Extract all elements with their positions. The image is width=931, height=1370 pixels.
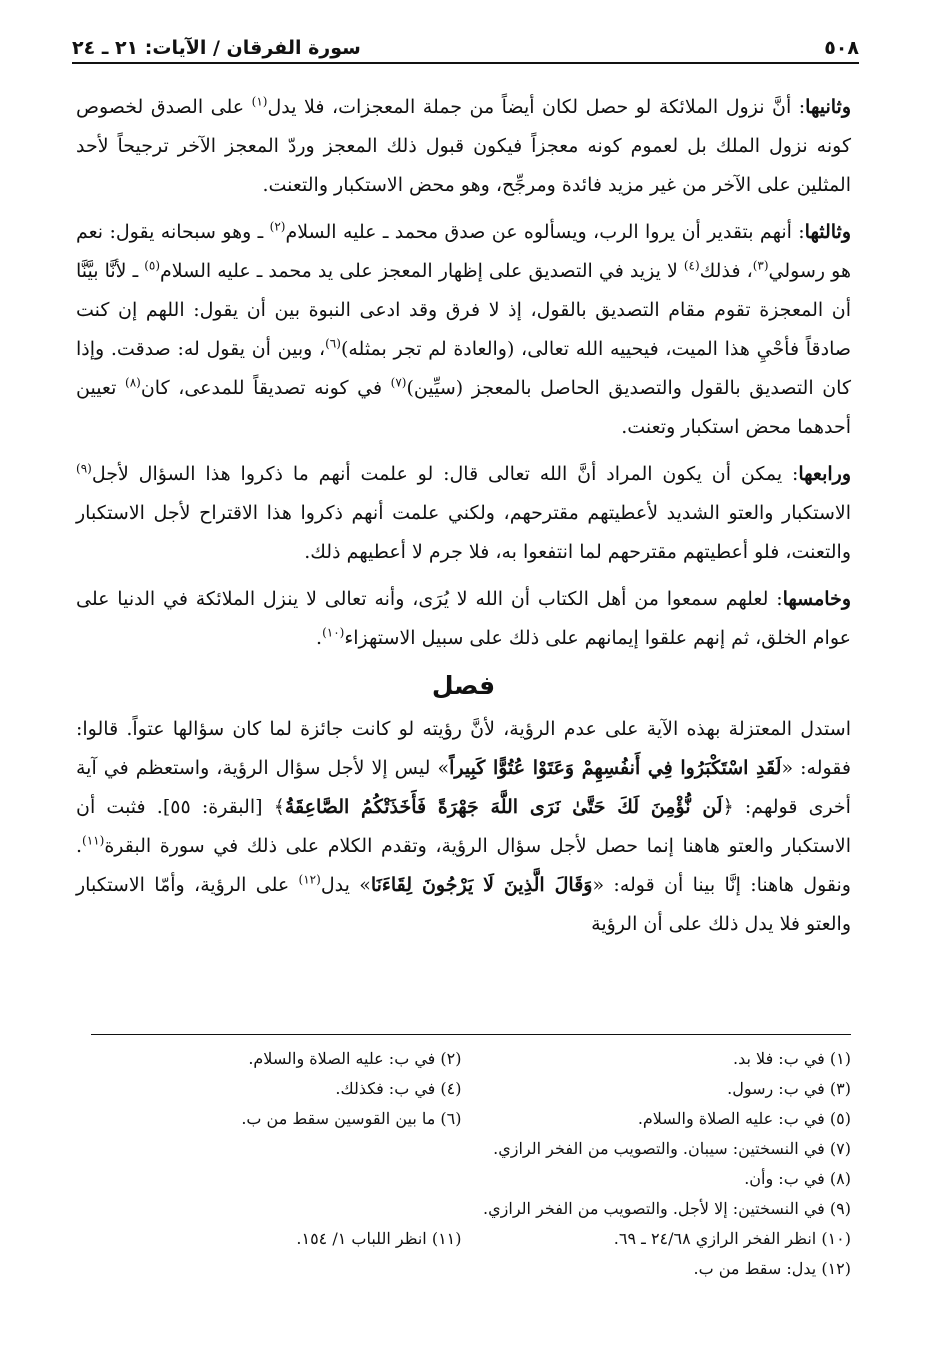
quran-quote: وَقَالَ الَّذِينَ لَا يَرْجُونَ لِقَاءَنَا (370, 874, 593, 896)
footnotes (72, 1044, 851, 1284)
page-number: ٥٠٨ (814, 37, 859, 59)
footnote-item: (١١) انظر اللباب ١/ ١٥٤. (296, 1229, 462, 1248)
paragraph-text: » ليس إلا لأجل سؤال الرؤية، واستعظم في آية أخرى قولهم: ﴿ (76, 757, 851, 818)
footnote-item: (٢) في ب: عليه الصلاة والسلام. (248, 1049, 462, 1068)
footnote-item: (١٢) يدل: سقط من ب. (693, 1259, 851, 1278)
paragraph-text: » يدل (320, 874, 371, 896)
paragraph-lead: وثانيها (805, 96, 851, 118)
footnote-ref[interactable]: (١٠) (322, 625, 345, 640)
footnote-ref[interactable]: (٤) (683, 258, 700, 273)
footnote-row (72, 1104, 851, 1134)
paragraph-text: ﴾ [البقرة: ٥٥]. فثبت أن الاستكبار والعتو هاهنا إنما حصل لأجل سؤال الرؤية، وتقدم الكلام على ذلك في سورة البقرة (76, 796, 851, 857)
footnote-row (72, 1224, 851, 1254)
footnote-ref[interactable]: (٦) (325, 336, 341, 351)
quran-quote: لَن نُّؤْمِنَ لَكَ حَتَّىٰ نَرَى اللَّهَ جَهْرَةً فَأَخَذَتْكُمُ الصَّاعِقَةُ (284, 796, 723, 818)
footnote-item: (٨) في ب: وأن. (744, 1169, 851, 1188)
footnote-item: (٣) في ب: رسول. (727, 1079, 851, 1098)
paragraph-text: : أنَّ نزول الملائكة لو حصل لكان أيضاً من جملة المعجزات، فلا يدل (267, 96, 806, 118)
footnote-ref[interactable]: (١١) (82, 833, 105, 848)
footnote-item: (٦) ما بين القوسين سقط من ب. (241, 1109, 462, 1128)
paragraph-text: ـ وهو سبحانه يقول: نعم هو رسولي (76, 221, 851, 282)
paragraph-text: لا يزيد في التصديق على إظهار المعجز على يد محمد ـ عليه السلام (160, 260, 684, 282)
footnote-row (72, 1044, 851, 1074)
paragraph-text: : يمكن أن يكون المراد أنَّ الله تعالى قال: لو علمت أنهم ما ذكروا هذا السؤال لأجل (91, 463, 799, 485)
footnote-ref[interactable]: (٣) (752, 258, 769, 273)
paragraph-text: . (316, 627, 323, 649)
section-heading: فصل (431, 671, 496, 700)
paragraph-text: . ونقول هاهنا: إنَّا بينا أن قوله: « (76, 835, 851, 896)
footnote-ref[interactable]: (١) (251, 94, 268, 109)
paragraph-third (76, 213, 851, 447)
footnote-item: (١٠) انظر الفخر الرازي ٢٤/٦٨ ـ ٦٩. (613, 1229, 851, 1248)
section-paragraph (76, 710, 851, 944)
paragraph-lead: وخامسها (782, 588, 851, 610)
paragraph-text: على الصدق لخصوص كونه نزول الملك بل لعموم كونه معجزاً فيكون قبول ذلك المعجز وردّ المعجز الآخر ترجيحاً لأحد المثلين على الآخر من غير مزيد فائدة ومرجِّح، وهو محض الاستكبار والتعنت. (76, 96, 851, 196)
footnote-item: (٥) في ب: عليه الصلاة والسلام. (637, 1109, 851, 1128)
footnote-ref[interactable]: (١٢) (298, 872, 321, 887)
paragraph-text: استدل المعتزلة بهذه الآية على عدم الرؤية، لأنَّ رؤيته لو كانت جائزة لما كان سؤالها عتواً. قالوا: فقوله: « (76, 718, 851, 779)
page-header (72, 30, 859, 66)
paragraph-second (76, 88, 851, 205)
paragraph-text: على الرؤية، وأمّا الاستكبار والعتو فلا يدل ذلك على أن الرؤية (76, 874, 851, 935)
footnote-ref[interactable]: (٨) (125, 375, 141, 390)
main-text (76, 88, 851, 952)
paragraph-fifth (76, 580, 851, 658)
footnote-ref[interactable]: (٢) (269, 219, 286, 234)
footnote-ref[interactable]: (٧) (390, 375, 407, 390)
footnote-ref[interactable]: (٩) (76, 461, 92, 476)
paragraph-text: : لعلهم سمعوا من أهل الكتاب أن الله لا يُرَى، وأنه تعالى لا ينزل الملائكة في الدنيا على عوام الخلق، ثم إنهم علقوا إيمانهم على ذلك على سبيل الاستهزاء (76, 588, 851, 649)
footnote-item: (١) في ب: فلا بد. (733, 1049, 851, 1068)
footnote-item: (٤) في ب: فكذلك. (335, 1079, 462, 1098)
footnote-item: (٧) في النسختين: سيبان. والتصويب من الفخر الرازي. (493, 1139, 851, 1158)
footnote-item: (٩) في النسختين: إلا لأجل. والتصويب من الفخر الرازي. (483, 1199, 851, 1218)
quran-quote: لَقَدِ اسْتَكْبَرُوا فِي أَنفُسِهِمْ وَعَتَوْا عُتُوًّا كَبِيراً (449, 757, 782, 779)
paragraph-text: تعيين أحدهما محض استكبار وتعنت. (76, 377, 851, 438)
paragraph-text: ، فذلك (699, 260, 753, 282)
paragraph-lead: وثالثها (804, 221, 851, 243)
paragraph-lead: ورابعها (798, 463, 851, 485)
footnote-divider (91, 1034, 851, 1035)
running-title: سورة الفرقان / الآيات: ٢١ ـ ٢٤ (72, 37, 371, 59)
header-rule (72, 62, 859, 64)
paragraph-text: في كونه تصديقاً للمدعى، كان (140, 377, 391, 399)
paragraph-fourth (76, 455, 851, 572)
footnote-row (72, 1074, 851, 1104)
paragraph-text: الاستكبار والعتو الشديد لأعطيتهم مقترحهم، ولكني علمت أنهم ذكروا هذا الاقتراح لأجل الاستكبار والتعنت، فلو أعطيتهم مقترحهم لما انتفعوا به، فلا جرم لا أعطيهم ذلك. (76, 502, 851, 563)
footnote-ref[interactable]: (٥) (144, 258, 161, 273)
paragraph-text: : أنهم بتقدير أن يروا الرب، ويسألوه عن صدق محمد ـ عليه السلام (285, 221, 805, 243)
paragraph-text: ، وبين أن يقول له: صدقت. وإذا كان التصديق بالقول والتصديق الحاصل بالمعجز (سيِّين) (76, 338, 852, 399)
paragraph-text: ـ لأنَّا بيَّنَّا أن المعجزة تقوم مقام التصديق بالقول، إذ لا فرق وقد ادعى النبوة بين أن يقول: اللهم إن كنت صادقاً فأحْيِ هذا الميت، فيحييه الله تعالى، (والعادة لم تجر بمثله) (76, 260, 851, 360)
